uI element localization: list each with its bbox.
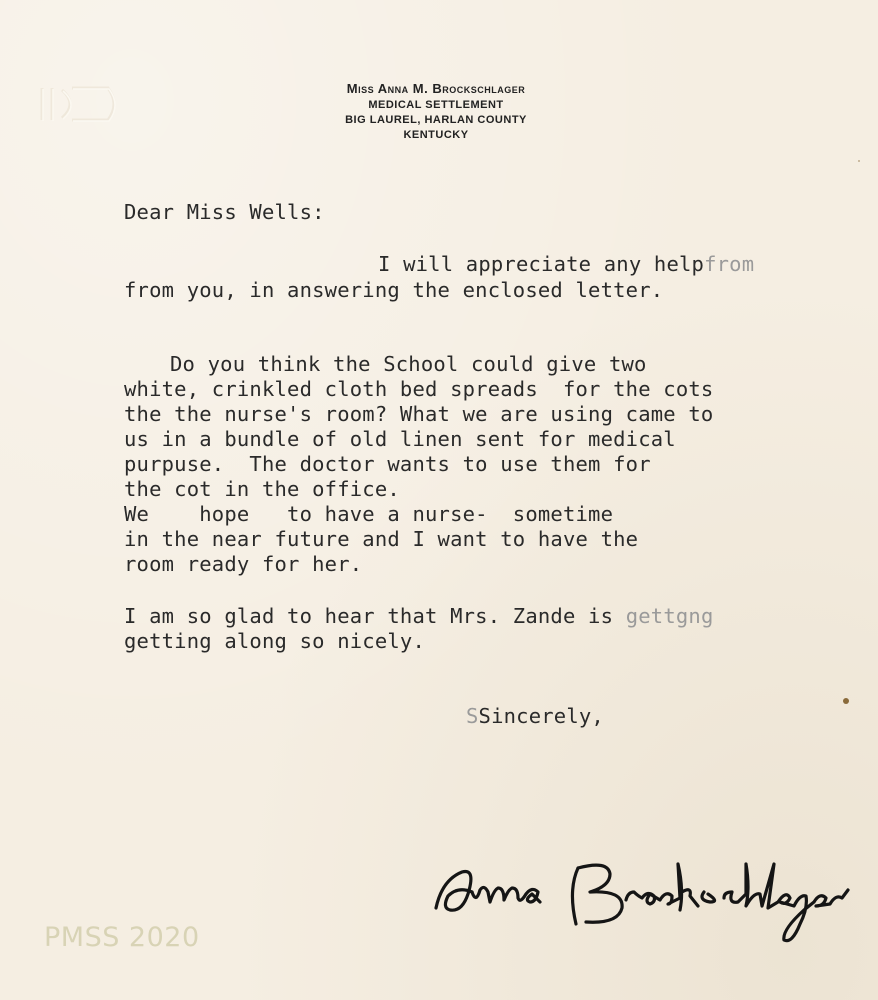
paragraph-2-line: in the near future and I want to have the <box>124 527 639 551</box>
closing <box>466 704 604 728</box>
letterhead-address: BIG LAUREL, HARLAN COUNTY <box>345 114 527 126</box>
paragraph-2-line: We hope to have a nurse- sometime <box>124 502 614 526</box>
paragraph-1-line-1 <box>378 252 754 276</box>
paragraph-2-line: white, crinkled cloth bed spreads for the cots <box>124 377 714 401</box>
paragraph-2-line: room ready for her. <box>124 552 363 576</box>
letterhead-org: MEDICAL SETTLEMENT <box>368 99 504 111</box>
paragraph-2-line: purpuse. The doctor wants to use them for <box>124 452 651 476</box>
overtyped-word: from <box>704 252 755 276</box>
closing-text: Sincerely, <box>478 704 604 728</box>
overtyped-letter: S <box>466 704 479 728</box>
paper-speck <box>858 160 860 162</box>
letterhead-name: Miss Anna M. Brockschlager <box>346 81 526 96</box>
salutation: Dear Miss Wells: <box>124 200 325 224</box>
watermark: PMSS 2020 <box>44 922 200 953</box>
paragraph-2-line: the the nurse's room? What we are using came to <box>124 402 714 426</box>
handwritten-signature <box>428 850 868 960</box>
paper-speck <box>843 698 849 704</box>
paragraph-3-line-2: getting along so nicely. <box>124 629 426 653</box>
paragraph-1-line-1-text: I will appreciate any help <box>378 252 705 276</box>
letterhead-state: KENTUCKY <box>403 129 469 141</box>
paragraph-2-line: Do you think the School could give two <box>170 352 647 376</box>
paragraph-3-line-1 <box>124 604 713 628</box>
paragraph-2-line: us in a bundle of old linen sent for medical <box>124 427 676 451</box>
embossed-seal-mark <box>38 84 122 124</box>
overtyped-word: gettgng <box>625 604 714 628</box>
paragraph-1-line-2: from you, in answering the enclosed letter. <box>124 278 664 302</box>
paragraph-3-line-1-text: I am so glad to hear that Mrs. Zande is <box>124 604 626 628</box>
paragraph-2-line: the cot in the office. <box>124 477 400 501</box>
letterhead <box>250 80 622 143</box>
